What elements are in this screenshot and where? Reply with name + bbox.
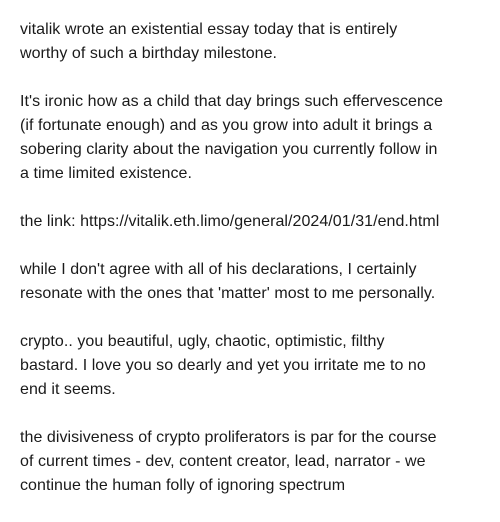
post-body [20, 18, 490, 522]
text-line: bastard. I love you so dearly and yet you irritate me to no [20, 357, 426, 374]
paragraph-intro [20, 18, 490, 66]
text-line: end it seems. [20, 381, 116, 398]
text-line: crypto.. you beautiful, ugly, chaotic, optimistic, filthy [20, 333, 385, 350]
paragraph-reflection [20, 90, 490, 186]
paragraph-crypto [20, 330, 490, 402]
paragraph-link [20, 210, 490, 234]
text-line: vitalik wrote an existential essay today that is entirely [20, 21, 398, 38]
text-line: sobering clarity about the navigation you currently follow in [20, 141, 438, 158]
text-line: resonate with the ones that 'matter' most to me personally. [20, 285, 436, 302]
text-line: It's ironic how as a child that day brings such effervescence [20, 93, 443, 110]
text-line: of current times - dev, content creator, lead, narrator - we [20, 453, 426, 470]
text-line: the divisiveness of crypto proliferators is par for the course [20, 429, 437, 446]
text-line: continue the human folly of ignoring spectrum [20, 477, 346, 494]
text-line: a time limited existence. [20, 165, 192, 182]
paragraph-agreement [20, 258, 490, 306]
link-prefix: the link: [20, 213, 81, 230]
essay-link[interactable]: https://vitalik.eth.limo/general/2024/01/31/end.html [80, 213, 440, 230]
text-line: (if fortunate enough) and as you grow into adult it brings a [20, 117, 433, 134]
text-line: while I don't agree with all of his declarations, I certainly [20, 261, 417, 278]
paragraph-divisiveness [20, 426, 490, 498]
text-line: worthy of such a birthday milestone. [20, 45, 278, 62]
